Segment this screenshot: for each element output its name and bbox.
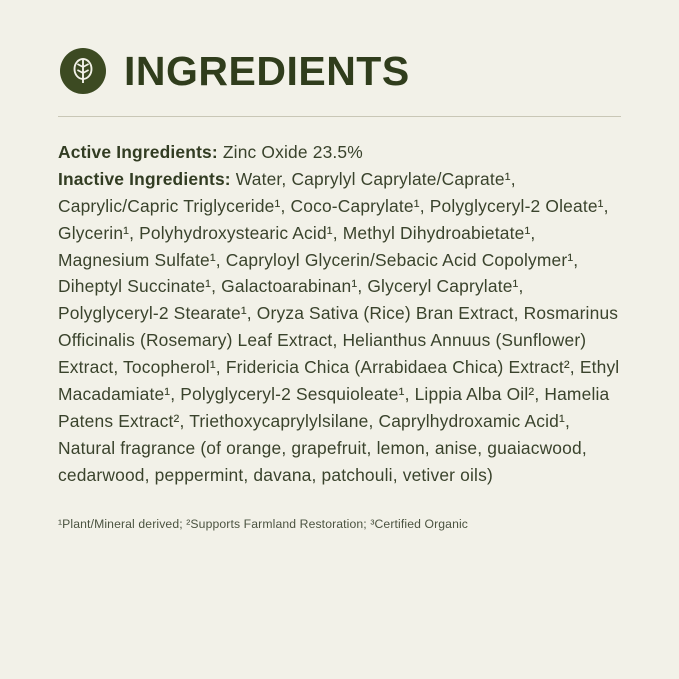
active-ingredients-value: Zinc Oxide 23.5% (217, 142, 363, 162)
inactive-ingredients-value: Water, Caprylyl Caprylate/Caprate¹, Caprylic/Capric Triglyceride¹, Coco-Caprylate¹, Polyglyceryl-2 Oleate¹, Glycerin¹, Polyhydroxystearic Acid¹, Methyl Dihydroabietate¹, Magnesium Sulfate¹, Capryloyl Glycerin/Sebacic Acid Copolymer¹, Diheptyl Succinate¹, Galactoarabinan¹, Glyceryl Caprylate¹, Polyglyceryl-2 Stearate¹, Oryza Sativa (Rice) Bran Extract, Rosmarinus Officinalis (Rosemary) Leaf Extract, Helianthus Annuus (Sunflower) Extract, Tocopherol¹, Fridericia Chica (Arrabidaea Chica) Extract², Ethyl Macadamiate¹, Polyglyceryl-2 Sesquioleate¹, Lippia Alba Oil², Hamelia Patens Extract², Triethoxycaprylylsilane, Caprylhydroxamic Acid¹, Natural fragrance (of orange, grapefruit, lemon, anise, guaiacwood, cedarwood, peppermint, davana, patchouli, vetiver oils) (58, 168, 620, 485)
ingredients-body (56, 139, 623, 489)
header-divider (58, 116, 621, 117)
leaf-icon (60, 48, 106, 94)
page-title: INGREDIENTS (124, 47, 410, 94)
inactive-ingredients-line (58, 166, 621, 489)
inactive-ingredients-label: Inactive Ingredients: (58, 168, 231, 189)
active-ingredients-label: Active Ingredients: (58, 142, 218, 162)
panel-header (56, 48, 623, 94)
active-ingredients-line (58, 139, 621, 166)
footnotes: ¹Plant/Mineral derived; ²Supports Farmland Restoration; ³Certified Organic (58, 516, 469, 531)
